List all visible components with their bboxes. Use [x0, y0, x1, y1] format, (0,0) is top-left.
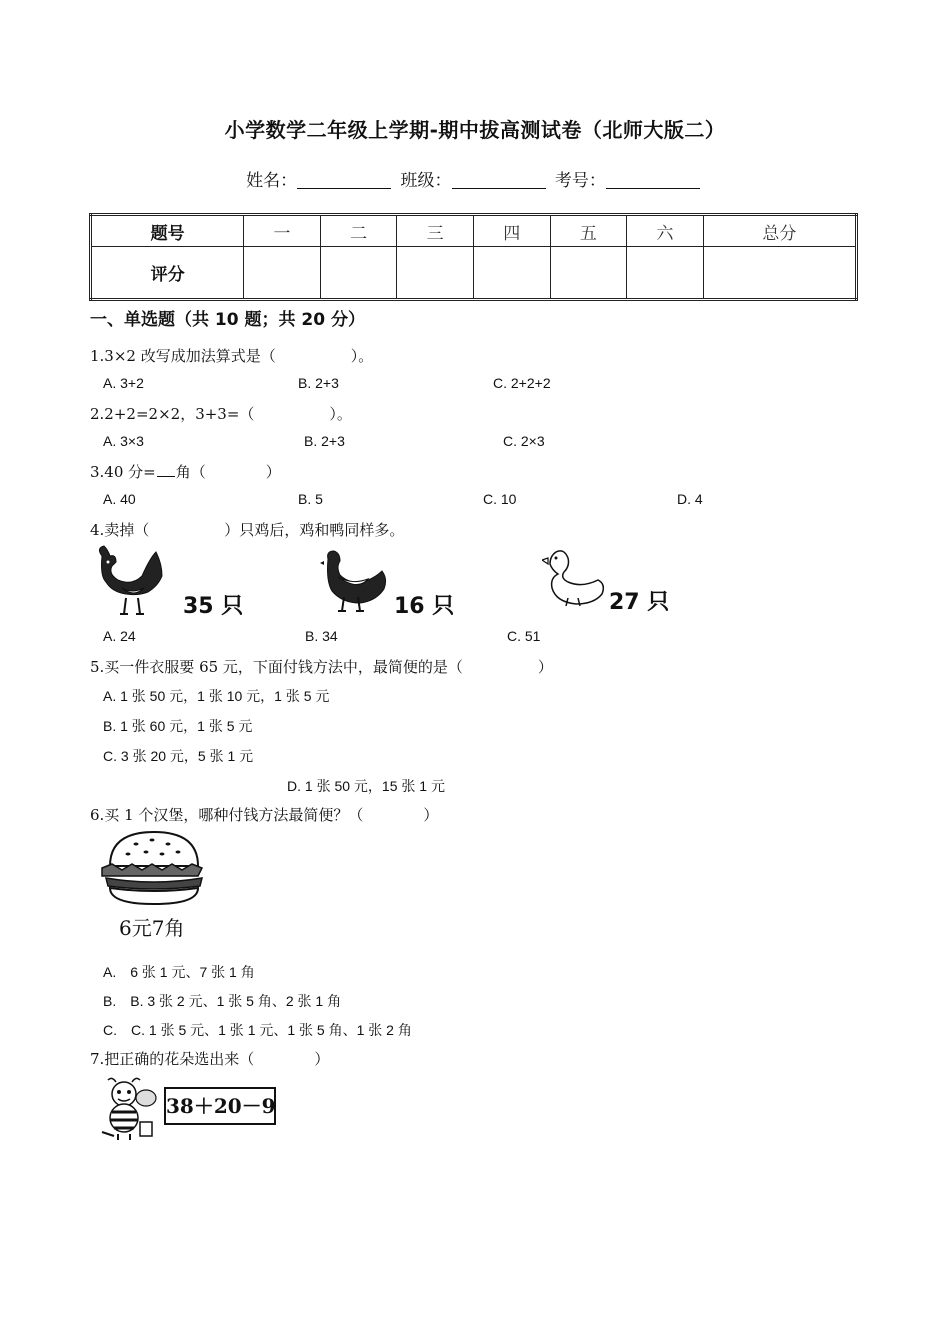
q6-option-c[interactable]: C. C. 1 张 5 元、1 张 1 元、1 张 5 角、1 张 2 角 — [103, 1022, 412, 1038]
score-cell[interactable] — [703, 247, 856, 300]
column-header: 总分 — [703, 215, 856, 247]
q5-option-d[interactable]: D. 1 张 50 元，15 张 1 元 — [287, 778, 445, 794]
q3-option-b[interactable]: B. 5 — [298, 491, 323, 507]
score-cell[interactable] — [320, 247, 397, 300]
column-header: 二 — [320, 215, 397, 247]
chicken-count-label: 35 只 — [183, 594, 244, 619]
question-number-header: 题号 — [91, 215, 244, 247]
question-3 — [90, 461, 281, 482]
section-heading: 一、单选题（共 10 题；共 20 分） — [90, 310, 365, 330]
bee-icon — [98, 1076, 160, 1140]
column-header: 三 — [397, 215, 474, 247]
q4-option-c[interactable]: C. 51 — [507, 628, 541, 644]
question-7: 7.把正确的花朵选出来（ ） — [90, 1050, 330, 1068]
exam-no-label: 考号： — [554, 171, 606, 191]
column-header: 四 — [473, 215, 550, 247]
score-cell[interactable] — [397, 247, 474, 300]
q4-option-b[interactable]: B. 34 — [305, 628, 338, 644]
class-label: 班级： — [400, 171, 452, 191]
q5-option-c[interactable]: C. 3 张 20 元，5 张 1 元 — [103, 748, 254, 764]
score-header: 评分 — [91, 247, 244, 300]
q3-option-a[interactable]: A. 40 — [103, 491, 136, 507]
q3-option-d[interactable]: D. 4 — [677, 491, 703, 507]
question-5: 5.买一件衣服要 65 元，下面付钱方法中，最简便的是（ ） — [90, 658, 553, 676]
hamburger-price-label: 6元7角 — [119, 916, 185, 940]
score-cell[interactable] — [473, 247, 550, 300]
name-blank[interactable] — [297, 170, 391, 189]
q1-option-a[interactable]: A. 3+2 — [103, 375, 144, 391]
score-table — [89, 213, 858, 301]
q5-option-b[interactable]: B. 1 张 60 元，1 张 5 元 — [103, 718, 253, 734]
q6-option-a[interactable]: A. 6 张 1 元、7 张 1 角 — [103, 964, 255, 980]
question-2: 2.2+2=2×2，3+3=（ ）。 — [90, 405, 352, 423]
q2-option-c[interactable]: C. 2×3 — [503, 433, 545, 449]
page-title: 小学数学二年级上学期-期中拔高测试卷（北师大版二） — [224, 118, 726, 142]
score-table-score-row — [91, 247, 857, 300]
column-header: 六 — [627, 215, 704, 247]
score-cell[interactable] — [627, 247, 704, 300]
duck-icon — [542, 546, 608, 608]
q3-text-end: 角（ ） — [175, 463, 281, 481]
q1-option-c[interactable]: C. 2+2+2 — [493, 375, 551, 391]
name-label: 姓名： — [246, 171, 298, 191]
q2-option-b[interactable]: B. 2+3 — [304, 433, 345, 449]
score-cell[interactable] — [550, 247, 627, 300]
question-6: 6.买 1 个汉堡，哪种付钱方法最简便？（ ） — [90, 806, 439, 824]
score-table-header-row — [91, 215, 857, 247]
score-cell[interactable] — [244, 247, 321, 300]
q3-answer-blank[interactable] — [157, 462, 175, 477]
question-1: 1.3×2 改写成加法算式是（ ）。 — [90, 347, 374, 365]
q2-option-a[interactable]: A. 3×3 — [103, 433, 144, 449]
column-header: 五 — [550, 215, 627, 247]
rooster-icon — [92, 542, 174, 616]
duck-count-label: 27 只 — [609, 590, 670, 615]
class-blank[interactable] — [452, 170, 546, 189]
student-info-line — [0, 166, 950, 191]
q3-option-c[interactable]: C. 10 — [483, 491, 517, 507]
q1-option-b[interactable]: B. 2+3 — [298, 375, 339, 391]
hen-icon — [318, 547, 390, 613]
q4-option-a[interactable]: A. 24 — [103, 628, 136, 644]
column-header: 一 — [244, 215, 321, 247]
hamburger-icon — [98, 828, 210, 908]
exam-no-blank[interactable] — [606, 170, 700, 189]
expression-box: 38＋20－9 — [164, 1087, 276, 1125]
question-4: 4.卖掉（ ）只鸡后，鸡和鸭同样多。 — [90, 521, 405, 539]
q5-option-a[interactable]: A. 1 张 50 元，1 张 10 元，1 张 5 元 — [103, 688, 330, 704]
hen-count-label: 16 只 — [394, 594, 455, 619]
q3-text-start: 3.40 分= — [90, 463, 156, 481]
q6-option-b[interactable]: B. B. 3 张 2 元、1 张 5 角、2 张 1 角 — [103, 993, 342, 1009]
